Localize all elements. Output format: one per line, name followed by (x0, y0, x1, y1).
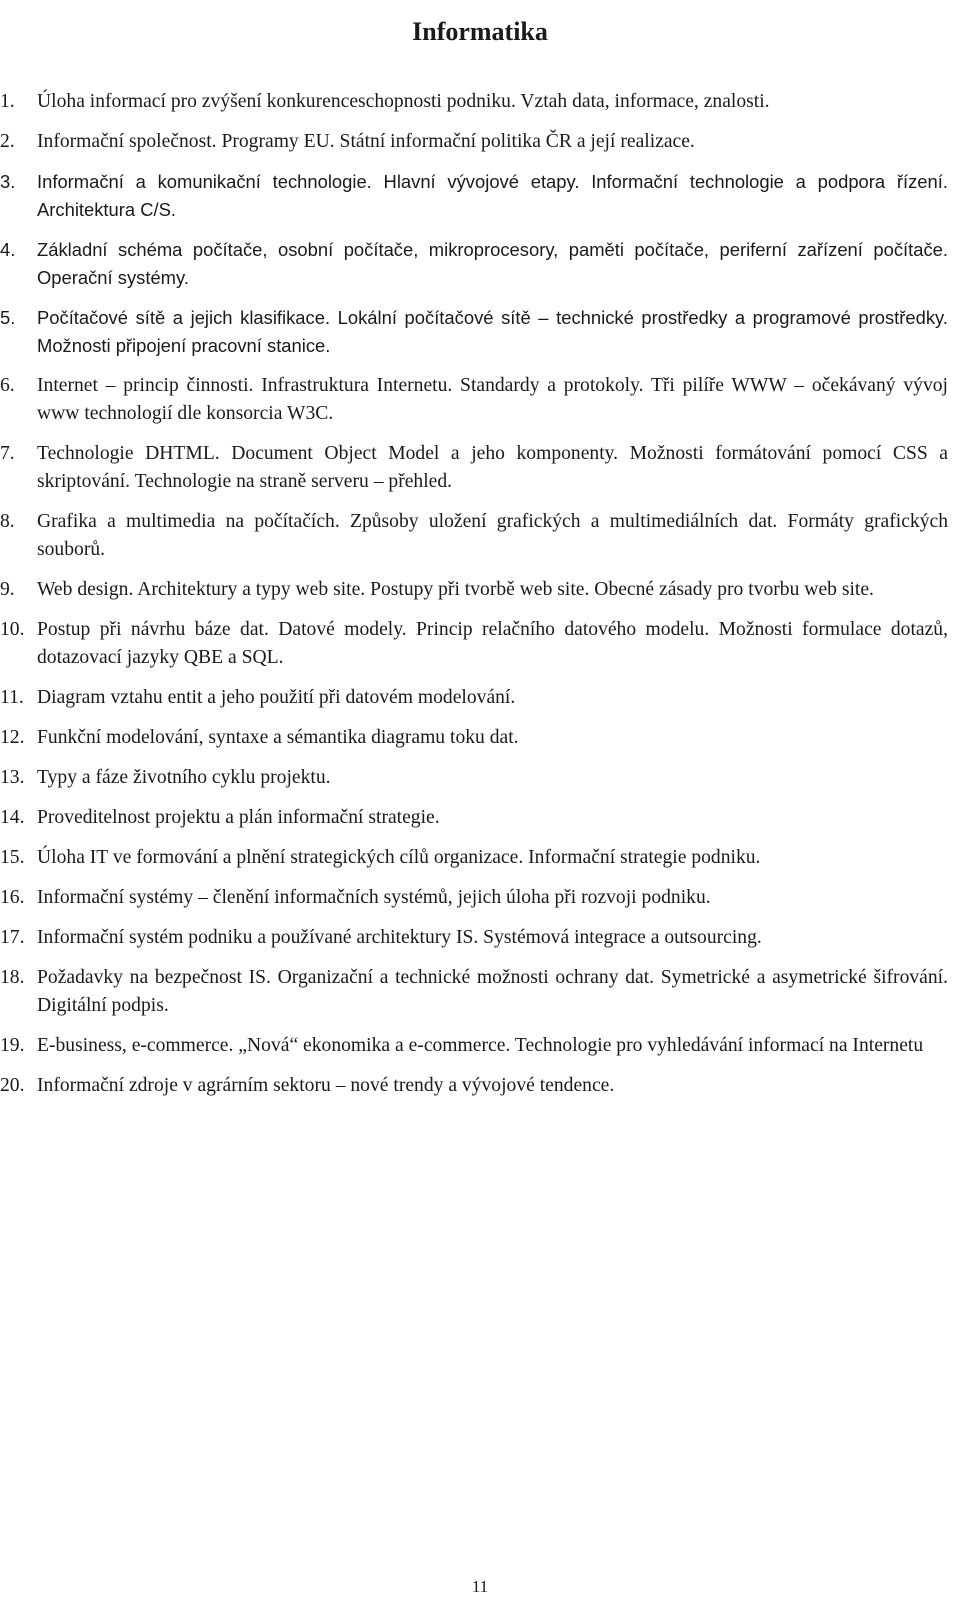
list-item (0, 440, 960, 496)
item-text: Úloha informací pro zvýšení konkurenceschopnosti podniku. Vztah data, informace, znalosti. (37, 91, 770, 112)
item-number: 3. (0, 171, 16, 192)
list-item (0, 616, 960, 672)
item-number: 11. (0, 687, 24, 708)
list-item (0, 168, 960, 224)
list-item (0, 804, 960, 832)
item-text: Funkční modelování, syntaxe a sémantika diagramu toku dat. (37, 727, 519, 748)
list-item (0, 684, 960, 712)
page-number: 11 (471, 1577, 489, 1596)
item-text: Postup při návrhu báze dat. Datové modely. Princip relačního datového modelu. Možnosti formulace dotazů, dotazovací jazyky QBE a SQL. (37, 619, 948, 668)
item-text: Informační zdroje v agrárním sektoru – nové trendy a vývojové tendence. (37, 1075, 615, 1096)
item-text: Typy a fáze životního cyklu projektu. (37, 767, 331, 788)
item-number: 18. (0, 967, 25, 988)
item-text: Diagram vztahu entit a jeho použití při datovém modelování. (37, 687, 516, 708)
item-text: Počítačové sítě a jejich klasifikace. Lokální počítačové sítě – technické prostředky a programové prostředky. Možnosti připojení pracovní stanice. (37, 307, 948, 356)
item-number: 10. (0, 619, 25, 640)
item-number: 15. (0, 847, 25, 868)
list-item (0, 576, 960, 604)
item-text: Informační a komunikační technologie. Hlavní vývojové etapy. Informační technologie a podpora řízení. Architektura C/S. (37, 171, 948, 220)
item-number: 1. (0, 91, 15, 112)
list-item (0, 724, 960, 752)
item-number: 14. (0, 807, 25, 828)
item-text: E-business, e-commerce. „Nová“ ekonomika a e-commerce. Technologie pro vyhledávání informací na Internetu (37, 1035, 924, 1056)
item-number: 2. (0, 131, 15, 152)
item-text: Informační společnost. Programy EU. Státní informační politika ČR a její realizace. (37, 131, 695, 152)
page-title: Informatika (412, 17, 548, 47)
item-text: Informační systém podniku a používané architektury IS. Systémová integrace a outsourcing. (37, 927, 762, 948)
item-text: Web design. Architektury a typy web site. Postupy při tvorbě web site. Obecné zásady pro tvorbu web site. (37, 579, 874, 600)
item-text: Technologie DHTML. Document Object Model a jeho komponenty. Možnosti formátování pomocí CSS a skriptování. Technologie na straně serveru – přehled. (37, 443, 948, 492)
list-item (0, 1032, 960, 1060)
item-number: 17. (0, 927, 25, 948)
item-number: 20. (0, 1075, 25, 1096)
topic-list (0, 88, 960, 1112)
item-number: 12. (0, 727, 25, 748)
item-text: Úloha IT ve formování a plnění strategických cílů organizace. Informační strategie podniku. (37, 847, 761, 868)
item-number: 9. (0, 579, 15, 600)
item-text: Proveditelnost projektu a plán informační strategie. (37, 807, 440, 828)
item-number: 6. (0, 375, 15, 396)
item-number: 7. (0, 443, 15, 464)
item-number: 5. (0, 307, 16, 328)
list-item (0, 764, 960, 792)
list-item (0, 372, 960, 428)
item-text: Základní schéma počítače, osobní počítače, mikroprocesory, paměti počítače, periferní zařízení počítače. Operační systémy. (37, 239, 948, 288)
list-item (0, 1072, 960, 1100)
item-text: Požadavky na bezpečnost IS. Organizační a technické možnosti ochrany dat. Symetrické a asymetrické šifrování. Digitální podpis. (37, 967, 948, 1016)
item-text: Grafika a multimedia na počítačích. Způsoby uložení grafických a multimediálních dat. Formáty grafických souborů. (37, 511, 948, 560)
item-number: 19. (0, 1035, 25, 1056)
list-item (0, 964, 960, 1020)
list-item (0, 128, 960, 156)
list-item (0, 884, 960, 912)
list-item (0, 844, 960, 872)
item-text: Internet – princip činnosti. Infrastruktura Internetu. Standardy a protokoly. Tři pilíře WWW – očekávaný vývoj www technologií dle konsorcia W3C. (37, 375, 948, 424)
list-item (0, 508, 960, 564)
item-number: 4. (0, 239, 16, 260)
item-text: Informační systémy – členění informačních systémů, jejich úloha při rozvoji podniku. (37, 887, 711, 908)
list-item (0, 236, 960, 292)
item-number: 16. (0, 887, 25, 908)
item-number: 8. (0, 511, 15, 532)
list-item (0, 924, 960, 952)
list-item (0, 304, 960, 360)
item-number: 13. (0, 767, 25, 788)
list-item (0, 88, 960, 116)
